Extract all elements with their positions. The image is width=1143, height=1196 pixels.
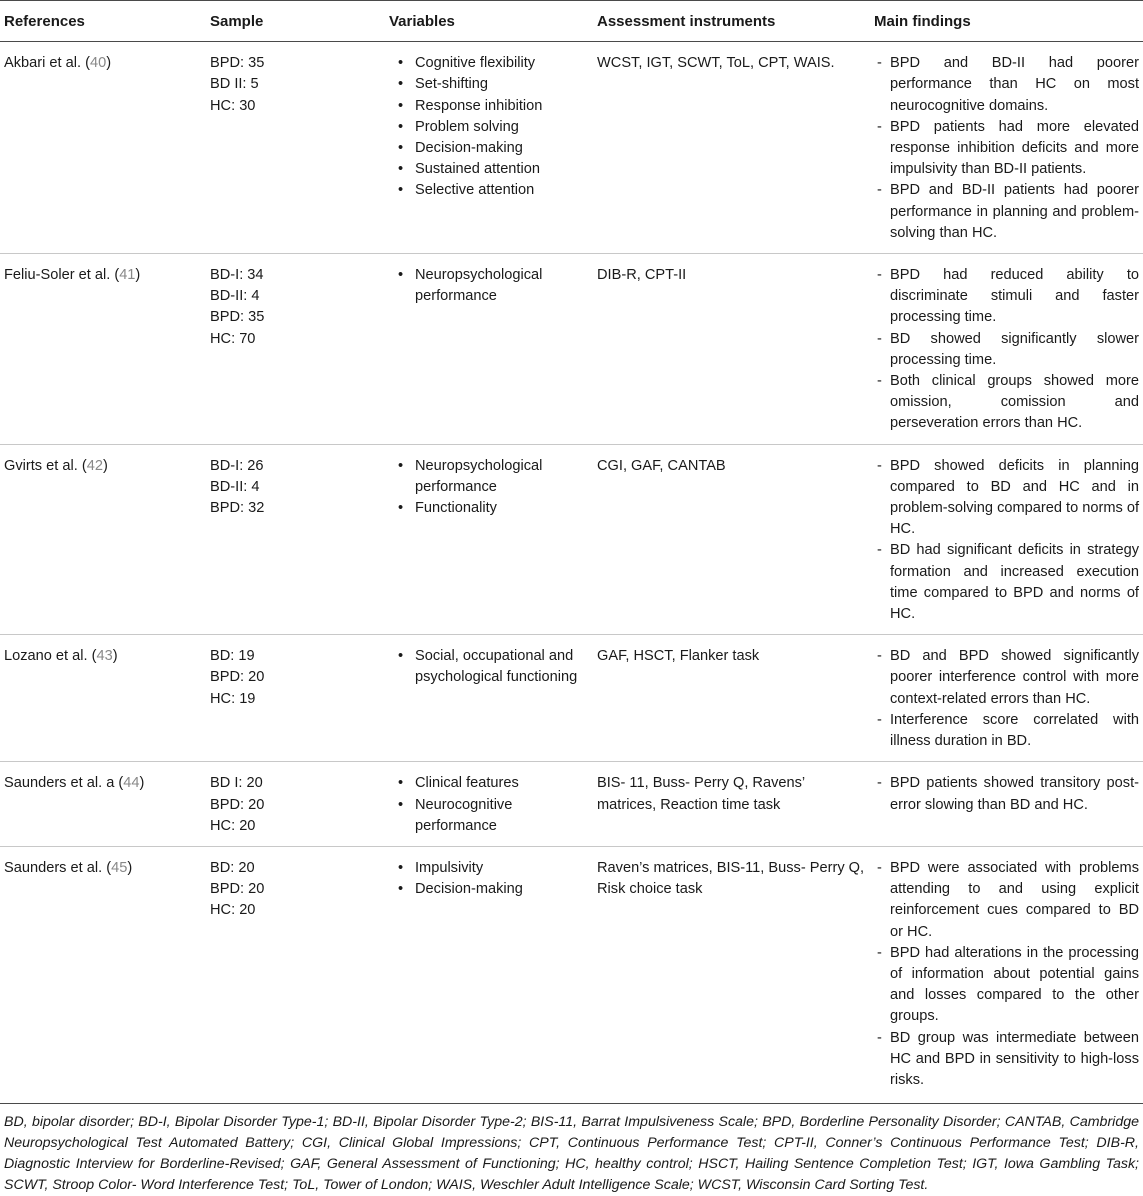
cell-reference: Akbari et al. (40) xyxy=(0,42,206,254)
cell-instruments: WCST, IGT, SCWT, ToL, CPT, WAIS. xyxy=(593,42,870,254)
cell-sample xyxy=(206,254,385,445)
variable-item: • Functionality xyxy=(398,498,589,519)
cell-reference: Saunders et al. (45) xyxy=(0,846,206,1103)
cell-sample xyxy=(206,444,385,635)
sample-line: BD I: 20 xyxy=(210,775,263,792)
findings-list xyxy=(874,773,1139,815)
table-row xyxy=(0,444,1143,635)
reference-author: Lozano et al. xyxy=(4,648,88,665)
reference-author: Saunders et al. a xyxy=(4,775,115,792)
variable-item: • Decision-making xyxy=(398,879,589,900)
reference-author: Feliu-Soler et al. xyxy=(4,267,111,284)
finding-item: - BPD had alterations in the processing of information about potential gains and losses compared to the other groups. xyxy=(874,943,1139,1028)
table-header xyxy=(0,1,1143,42)
cell-sample xyxy=(206,846,385,1103)
table-row xyxy=(0,762,1143,847)
sample-line: BPD: 20 xyxy=(210,796,265,813)
cell-instruments: GAF, HSCT, Flanker task xyxy=(593,635,870,762)
variable-item: • Set-shifting xyxy=(398,74,589,95)
finding-item: - BD group was intermediate between HC and BPD in sensitivity to high-loss risks. xyxy=(874,1028,1139,1092)
variable-item: • Neuropsychological performance xyxy=(398,265,589,307)
variable-item: • Problem solving xyxy=(398,117,589,138)
table-row xyxy=(0,846,1143,1103)
sample-line: BPD: 32 xyxy=(210,500,265,517)
header-sample: Sample xyxy=(206,1,385,42)
finding-item: - BPD were associated with problems attending to and using explicit reinforcement cues compared to BD or HC. xyxy=(874,858,1139,943)
variable-item: • Response inhibition xyxy=(398,96,589,117)
reference-number-link[interactable]: 43 xyxy=(96,648,113,665)
finding-item: - BPD patients showed transitory post-error slowing than BD and HC. xyxy=(874,773,1139,815)
cell-variables xyxy=(385,42,593,254)
sample-line: BD: 19 xyxy=(210,648,255,665)
table-row xyxy=(0,42,1143,254)
sample-line: BD-II: 4 xyxy=(210,288,260,305)
sample-line: HC: 19 xyxy=(210,690,256,707)
header-findings: Main findings xyxy=(870,1,1143,42)
variable-item: • Social, occupational and psychological functioning xyxy=(398,646,589,688)
sample-line: HC: 30 xyxy=(210,97,256,114)
cell-findings xyxy=(870,254,1143,445)
finding-item: - Both clinical groups showed more omission, comission and perseveration errors than HC. xyxy=(874,371,1139,435)
variable-item: • Cognitive flexibility xyxy=(398,53,589,74)
variables-list xyxy=(389,265,589,307)
cell-findings xyxy=(870,762,1143,847)
sample-line: BPD: 35 xyxy=(210,309,265,326)
variable-item: • Decision-making xyxy=(398,138,589,159)
cell-variables xyxy=(385,635,593,762)
cell-findings xyxy=(870,444,1143,635)
variables-list xyxy=(389,456,589,520)
reference-author: Gvirts et al. xyxy=(4,457,78,474)
cell-sample xyxy=(206,42,385,254)
reference-number-link[interactable]: 45 xyxy=(111,859,128,876)
findings-list xyxy=(874,265,1139,435)
table-row xyxy=(0,635,1143,762)
finding-item: - BPD patients had more elevated response inhibition deficits and more impulsivity than BD-II patients. xyxy=(874,117,1139,181)
variables-list xyxy=(389,773,589,837)
cell-variables xyxy=(385,444,593,635)
header-references: References xyxy=(0,1,206,42)
reference-number-link[interactable]: 42 xyxy=(86,457,103,474)
sample-line: HC: 20 xyxy=(210,902,256,919)
cell-findings xyxy=(870,846,1143,1103)
variable-item: • Neurocognitive performance xyxy=(398,795,589,837)
findings-list xyxy=(874,53,1139,244)
findings-list xyxy=(874,646,1139,752)
sample-line: HC: 70 xyxy=(210,330,256,347)
sample-line: HC: 20 xyxy=(210,817,256,834)
cell-sample xyxy=(206,635,385,762)
cell-reference: Saunders et al. a (44) xyxy=(0,762,206,847)
cell-instruments: DIB-R, CPT-II xyxy=(593,254,870,445)
finding-item: - BPD showed deficits in planning compared to BD and HC and in problem-solving compared to norms of HC. xyxy=(874,456,1139,541)
variables-list xyxy=(389,53,589,201)
finding-item: - BPD and BD-II had poorer performance than HC on most neurocognitive domains. xyxy=(874,53,1139,117)
table-body xyxy=(0,42,1143,1104)
finding-item: - BD and BPD showed significantly poorer interference control with more context-related errors than HC. xyxy=(874,646,1139,710)
sample-line: BD-I: 34 xyxy=(210,267,264,284)
cell-reference: Lozano et al. (43) xyxy=(0,635,206,762)
variables-list xyxy=(389,646,589,688)
sample-line: BPD: 35 xyxy=(210,55,265,72)
variable-item: • Impulsivity xyxy=(398,858,589,879)
finding-item: - BD showed significantly slower processing time. xyxy=(874,329,1139,371)
header-variables: Variables xyxy=(385,1,593,42)
finding-item: - BPD had reduced ability to discriminate stimuli and faster processing time. xyxy=(874,265,1139,329)
cell-findings xyxy=(870,42,1143,254)
cell-sample xyxy=(206,762,385,847)
sample-line: BD: 20 xyxy=(210,859,255,876)
variable-item: • Neuropsychological performance xyxy=(398,456,589,498)
finding-item: - Interference score correlated with illness duration in BD. xyxy=(874,710,1139,752)
header-instruments: Assessment instruments xyxy=(593,1,870,42)
reference-author: Saunders et al. xyxy=(4,859,103,876)
variables-list xyxy=(389,858,589,900)
reference-number-link[interactable]: 41 xyxy=(119,267,136,284)
sample-line: BPD: 20 xyxy=(210,669,265,686)
reference-number-link[interactable]: 44 xyxy=(123,775,140,792)
table-row xyxy=(0,254,1143,445)
sample-line: BD-I: 26 xyxy=(210,457,264,474)
cell-instruments: CGI, GAF, CANTAB xyxy=(593,444,870,635)
cell-variables xyxy=(385,846,593,1103)
variable-item: • Selective attention xyxy=(398,180,589,201)
table-footnote: BD, bipolar disorder; BD-I, Bipolar Disorder Type-1; BD-II, Bipolar Disorder Type-2; BIS-11, Barrat Impulsiveness Scale; BPD, Borderline Personality Disorder; CANTAB, Cambridge Neuropsychological Test Automated Battery; CGI, Clinical Global Impressions; CPT, Continuous Performance Test; CPT-II, Conner’s Continuous Performance Test; DIB-R, Diagnostic Interview for Borderline-Revised; GAF, General Assessment of Functioning; HC, healthy control; HSCT, Hailing Sentence Completion Test; IGT, Iowa Gambling Task; SCWT, Stroop Color- Word Interference Test; ToL, Tower of London; WAIS, Weschler Adult Intelligence Scale; WCST, Wisconsin Card Sorting Test. xyxy=(4,1114,1139,1194)
cell-findings xyxy=(870,635,1143,762)
sample-line: BD-II: 4 xyxy=(210,478,260,495)
cell-variables xyxy=(385,762,593,847)
cell-instruments: BIS- 11, Buss- Perry Q, Ravens’ matrices, Reaction time task xyxy=(593,762,870,847)
variable-item: • Sustained attention xyxy=(398,159,589,180)
reference-number-link[interactable]: 40 xyxy=(89,55,107,72)
cell-variables xyxy=(385,254,593,445)
reference-author: Akbari et al. xyxy=(4,55,82,72)
finding-item: - BPD and BD-II patients had poorer performance in planning and problem-solving than HC. xyxy=(874,180,1139,244)
variable-item: • Clinical features xyxy=(398,773,589,794)
findings-list xyxy=(874,858,1139,1091)
cell-reference: Feliu-Soler et al. (41) xyxy=(0,254,206,445)
sample-line: BPD: 20 xyxy=(210,881,265,898)
cell-instruments: Raven’s matrices, BIS-11, Buss- Perry Q, Risk choice task xyxy=(593,846,870,1103)
finding-item: - BD had significant deficits in strategy formation and increased execution time compared to BPD and norms of HC. xyxy=(874,540,1139,625)
cell-reference: Gvirts et al. (42) xyxy=(0,444,206,635)
sample-line: BD II: 5 xyxy=(210,76,259,93)
findings-list xyxy=(874,456,1139,626)
